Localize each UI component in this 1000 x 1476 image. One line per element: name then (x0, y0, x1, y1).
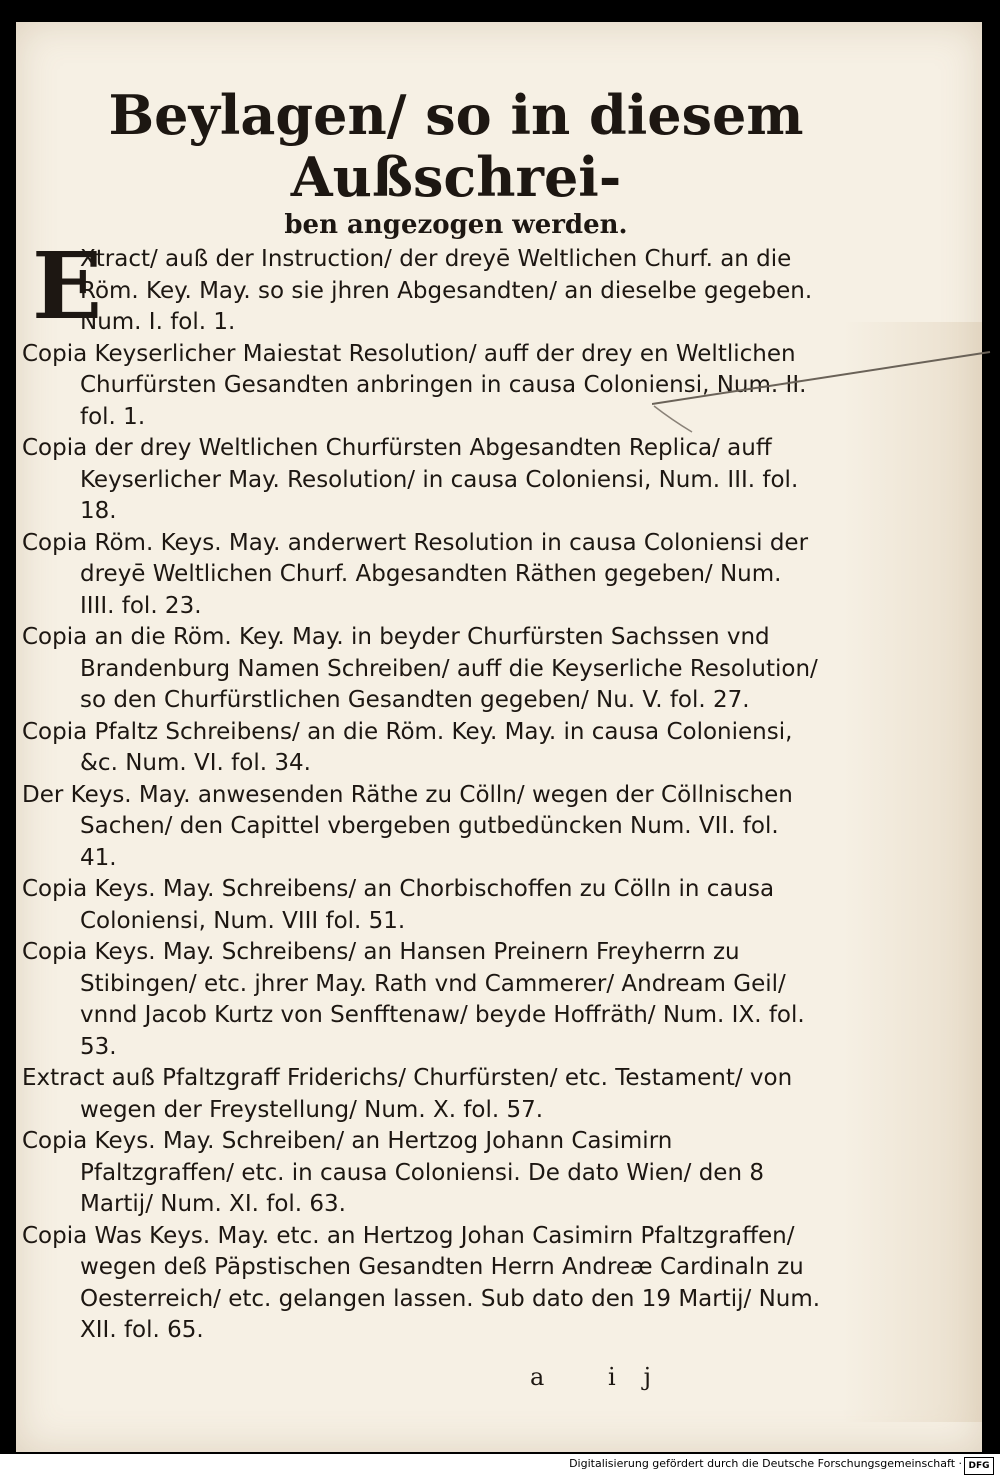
page-heading (56, 84, 856, 240)
dfg-logo[interactable]: DFG (964, 1457, 994, 1475)
pen-mark (652, 346, 992, 446)
page-stain (842, 322, 982, 1422)
catchword: a ij (530, 1363, 680, 1391)
footer-credit: Digitalisierung gefördert durch die Deutsche Forschungsgemeinschaft · (569, 1457, 962, 1470)
list-item: Copia an die Röm. Key. May. in beyder Churfürsten Sachssen vnd Brandenburg Namen Schreiben/ auff die Keyserliche Resolution/ so den Churfürstlichen Gesandten gegeben/ Nu. V. fol. 27. (22, 624, 818, 713)
list-item (22, 232, 822, 340)
list-item: Copia Röm. Keys. May. anderwert Resolution in causa Coloniensi der dreyē Weltlichen Churf. Abgesandten Räthen gegeben/ Num. IIII. fol. 23. (22, 529, 809, 619)
footer-bar (0, 1454, 1000, 1476)
list-item: Copia Was Keys. May. etc. an Hertzog Johan Casimirn Pfaltzgraffen/ wegen deß Päpstischen Gesandten Herrn Andreæ Cardinaln zu Oesterreich/ etc. gelangen lassen. Sub dato den 19 Martij/ Num. XII. fol. 65. (22, 1222, 821, 1343)
entry-text: Xtract/ auß der Instruction/ der dreyē Weltlichen Churf. an die Röm. Key. May. so sie jhren Abgesandten/ an dieselbe gegeben. Num. I. fol. 1. (80, 246, 813, 335)
list-item: Copia Keys. May. Schreiben/ an Hertzog Johann Casimirn Pfaltzgraffen/ etc. in causa Coloniensi. De dato Wien/ den 8 Martij/ Num. XI. fol. 63. (22, 1128, 764, 1217)
list-item: Copia Keys. May. Schreibens/ an Chorbischoffen zu Cölln in causa Coloniensi, Num. VIII fol. 51. (22, 876, 775, 934)
drop-capital: E (32, 232, 103, 340)
document-page (16, 22, 982, 1452)
list-item: Extract auß Pfaltzgraff Friderichs/ Churfürsten/ etc. Testament/ von wegen der Freystellung/ Num. X. fol. 57. (22, 1065, 793, 1123)
list-item: Copia Pfaltz Schreibens/ an die Röm. Key. May. in causa Coloniensi, &c. Num. VI. fol. 34. (22, 718, 793, 776)
heading-line-1: Beylagen/ so in diesem Außschrei- (108, 83, 804, 209)
list-item: Copia Keyserlicher Maiestat Resolution/ auff der drey en Weltlichen Churfürsten Gesandten anbringen in causa Coloniensi, Num. II. fol. 1. (22, 340, 807, 430)
list-item: Der Keys. May. anwesenden Räthe zu Cölln/ wegen der Cöllnischen Sachen/ den Capittel vbergeben gutbedüncken Num. VII. fol. 41. (22, 781, 793, 871)
heading-line-2: ben angezogen werden. (284, 210, 628, 240)
list-item: Copia der drey Weltlichen Churfürsten Abgesandten Replica/ auff Keyserlicher May. Resolution/ in causa Coloniensi, Num. III. fol. 18. (22, 435, 799, 524)
list-item: Copia Keys. May. Schreibens/ an Hansen Preinern Freyherrn zu Stibingen/ etc. jhrer May. Rath vnd Cammerer/ Andream Geil/ vnnd Jacob Kurtz von Senfftenaw/ beyde Hoffräth/ Num. IX. fol. 53. (22, 939, 805, 1060)
